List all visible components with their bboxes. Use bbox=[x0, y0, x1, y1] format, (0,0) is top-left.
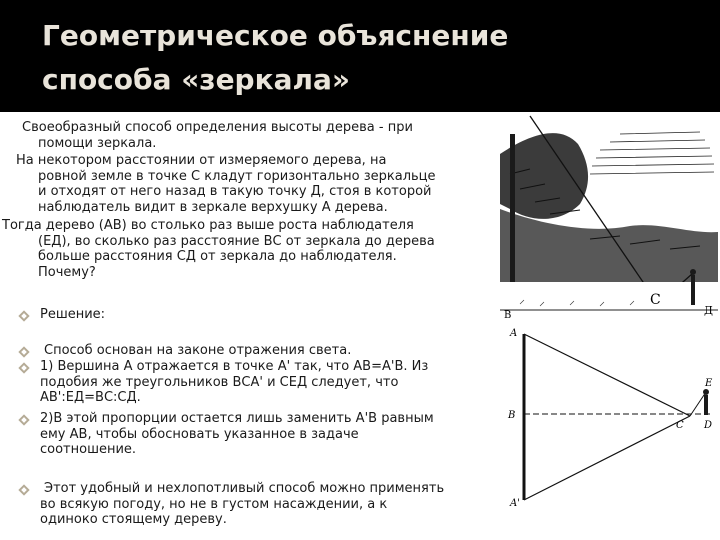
problem-line: наблюдатель видит в зеркале верхушку А дерева. bbox=[38, 199, 388, 215]
solution-line: 1) Вершина А отражается в точке А' так, что АВ=А'В. Из bbox=[40, 359, 429, 374]
label-b: B bbox=[508, 410, 516, 421]
label-c: С bbox=[650, 292, 661, 308]
problem-line: больше расстояния СД от зеркала до наблюдателя. bbox=[38, 249, 397, 264]
ray-a-prime-to-c bbox=[524, 416, 690, 500]
solution-line: АВ':ЕД=ВС:СД. bbox=[40, 390, 141, 405]
solution-line: Этот удобный и нехлопотливый способ можно применять bbox=[44, 481, 445, 496]
landscape-illustration bbox=[500, 114, 718, 322]
solution-heading: Решение: bbox=[40, 307, 106, 322]
bullet-marker bbox=[18, 414, 29, 425]
solution-line: 2)В этой пропорции остается лишь заменить А'В равным bbox=[40, 411, 434, 426]
problem-line: (ЕД), во сколько раз расстояние ВС от зеркала до дерева bbox=[38, 233, 435, 249]
problem-line: ровной земле в точке С кладут горизонтально зеркальце bbox=[38, 168, 436, 184]
ray-a-to-c bbox=[524, 334, 690, 416]
problem-line: На некотором расстоянии от измеряемого дерева, на bbox=[16, 153, 387, 168]
slide-title-line-2: способа «зеркала» bbox=[42, 63, 350, 96]
tree-trunk bbox=[510, 134, 515, 304]
label-e: E bbox=[705, 378, 713, 389]
problem-line: Своеобразный способ определения высоты дерева - при bbox=[22, 120, 413, 135]
label-a: A bbox=[510, 328, 518, 339]
label-b: В bbox=[504, 310, 512, 321]
title-bar bbox=[0, 0, 720, 112]
slide-title-line-1: Геометрическое объяснение bbox=[42, 19, 509, 52]
label-c: C bbox=[676, 420, 684, 431]
solution-line: одиноко стоящему дереву. bbox=[40, 512, 227, 527]
geometry-diagram bbox=[500, 322, 718, 520]
bullet-marker bbox=[18, 346, 29, 357]
solution-line: соотношение. bbox=[40, 442, 137, 457]
bullet-marker bbox=[18, 362, 29, 373]
solution-line: Способ основан на законе отражения света. bbox=[44, 343, 352, 358]
solution-line: подобия же треугольников ВСА' и СЕД следует, что bbox=[40, 374, 399, 390]
solution-line: ему АВ, чтобы обосновать указанное в задаче bbox=[40, 426, 359, 442]
slide-title bbox=[42, 14, 642, 102]
problem-line: помощи зеркала. bbox=[38, 135, 157, 151]
label-d: Д bbox=[704, 304, 713, 317]
ground-area bbox=[500, 282, 718, 322]
ray-c-to-e bbox=[690, 392, 706, 416]
problem-line: и отходят от него назад в такую точку Д, стоя в которой bbox=[38, 184, 432, 199]
observer-figure bbox=[703, 389, 709, 415]
label-d: D bbox=[704, 420, 713, 431]
bullet-marker bbox=[18, 484, 29, 495]
solution-line: во всякую погоду, но не в густом насаждении, а к bbox=[40, 496, 388, 512]
problem-line: Тогда дерево (АВ) во столько раз выше роста наблюдателя bbox=[2, 218, 414, 233]
problem-line: Почему? bbox=[38, 264, 96, 280]
label-a-prime: A' bbox=[510, 498, 520, 509]
bullet-marker bbox=[18, 310, 29, 321]
